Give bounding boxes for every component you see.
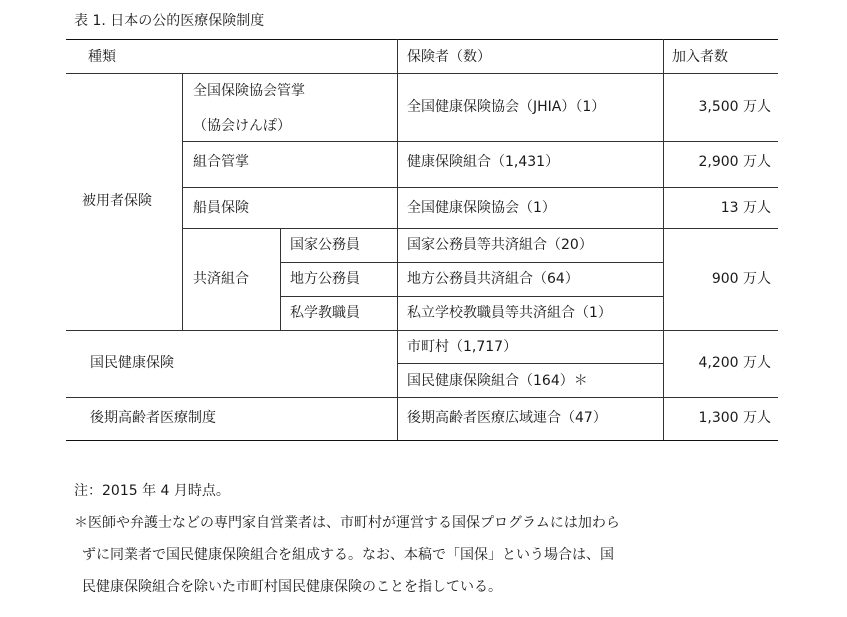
note-asterisk-line1: ＊医師や弁護士などの専門家自営業者は、市町村が運営する国保プログラムには加わら <box>74 515 620 531</box>
table-bottom-rule <box>66 440 778 441</box>
rule-after-senin <box>182 228 778 229</box>
elderly-insurer: 後期高齢者医療広域連合（47） <box>407 410 607 426</box>
kumiai-type: 組合管掌 <box>193 154 249 170</box>
senin-insurer: 全国健康保険協会（1） <box>407 200 556 216</box>
kokka-type: 国家公務員 <box>290 237 360 253</box>
kokuho-kumiai-insurer: 国民健康保険組合（164）＊ <box>407 373 588 389</box>
header-enrollees: 加入者数 <box>672 49 728 65</box>
table-top-rule <box>66 39 778 40</box>
kumiai-enrollees: 2,900 万人 <box>698 154 771 170</box>
header-type: 種類 <box>88 49 116 65</box>
kumiai-insurer: 健康保険組合（1,431） <box>407 154 560 170</box>
rule-after-shichoson <box>397 363 663 364</box>
shigaku-type: 私学教職員 <box>290 305 360 321</box>
rule-after-kumiai <box>182 187 778 188</box>
vrule-subtype-column <box>280 228 281 330</box>
group-national-health: 国民健康保険 <box>90 355 174 371</box>
rule-after-employee <box>66 330 778 331</box>
kokka-insurer: 国家公務員等共済組合（20） <box>407 237 593 253</box>
kyosai-enrollees: 900 万人 <box>711 271 771 287</box>
kyokai-type-line1: 全国保険協会管掌 <box>193 83 305 99</box>
national-enrollees: 4,200 万人 <box>698 355 771 371</box>
group-elderly: 後期高齢者医療制度 <box>90 410 216 426</box>
chiho-insurer: 地方公務員共済組合（64） <box>407 271 579 287</box>
header-insurer: 保険者（数） <box>407 49 491 65</box>
group-kyosai: 共済組合 <box>193 271 249 287</box>
shichoson-insurer: 市町村（1,717） <box>407 339 518 355</box>
note-asterisk-line3: 民健康保険組合を除いた市町村国民健康保険のことを指している。 <box>82 579 502 595</box>
vrule-insurer-column <box>397 39 398 440</box>
kyokai-enrollees: 3,500 万人 <box>698 99 771 115</box>
chiho-type: 地方公務員 <box>290 271 360 287</box>
senin-type: 船員保険 <box>193 200 249 216</box>
group-employee-insurance: 被用者保険 <box>82 193 152 209</box>
elderly-enrollees: 1,300 万人 <box>698 410 771 426</box>
rule-after-kokka <box>280 262 663 263</box>
kyokai-type-line2: （協会けんぽ） <box>193 118 291 134</box>
note-asterisk-line2: ずに同業者で国民健康保険組合を組成する。なお、本稿で「国保」という場合は、国 <box>82 547 614 563</box>
rule-after-national <box>66 397 778 398</box>
vrule-group-column <box>182 73 183 330</box>
table-caption: 表 1. 日本の公的医療保険制度 <box>74 13 265 29</box>
rule-after-kyokai <box>182 141 778 142</box>
rule-after-chiho <box>280 296 663 297</box>
note-date: 注：2015 年 4 月時点。 <box>74 483 230 499</box>
kyokai-insurer: 全国健康保険協会（JHIA）（1） <box>407 99 606 115</box>
shigaku-insurer: 私立学校教職員等共済組合（1） <box>407 305 612 321</box>
header-bottom-rule <box>66 73 778 74</box>
senin-enrollees: 13 万人 <box>720 200 771 216</box>
